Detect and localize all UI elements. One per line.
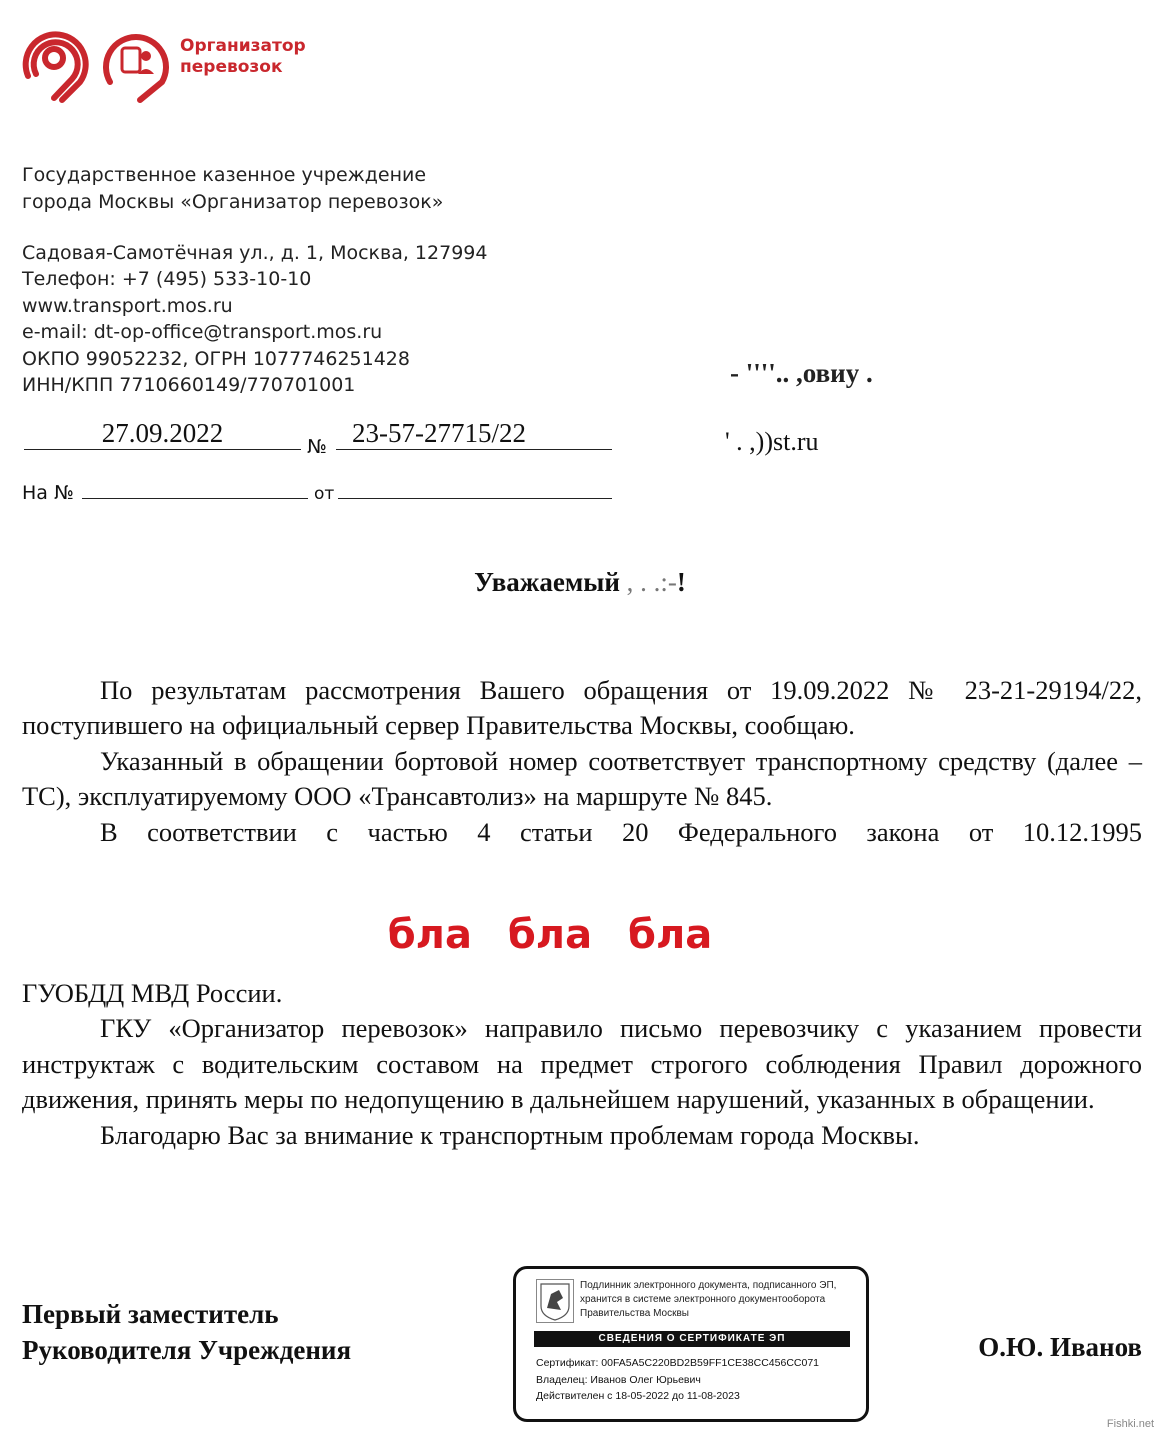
certificate-owner: Владелец: Иванов Олег Юрьевич [536,1373,701,1386]
certificate-validity: Действителен с 18-05-2022 до 11-08-2023 [536,1390,740,1402]
outgoing-date: 27.09.2022 [24,418,301,450]
stamp-header-line: хранится в системе электронного документооборота [580,1294,826,1305]
org-line: города Москвы «Организатор перевозок» [22,191,444,213]
logo-line: Организатор [180,36,306,56]
greeting [0,567,1160,598]
inn-kpp: ИНН/КПП 7710660149/770701001 [22,374,356,397]
redaction-note: бла бла бла [387,912,713,958]
incoming-number-label: На № [22,482,74,504]
stamp-header-line: Правительства Москвы [580,1308,689,1319]
incoming-date-line [338,482,612,499]
website: www.transport.mos.ru [22,294,233,317]
paragraph: Указанный в обращении бортовой номер соответствует транспортному средству (далее – ТС), эксплуатируемому ООО «Трансавтолиз» на маршруте № 845. [22,745,1142,812]
watermark: Fishki.net [1106,1418,1154,1430]
organization-name [22,162,443,216]
outgoing-number: 23-57-27715/22 [336,418,612,450]
logo-mark-icon [22,24,172,104]
stamp-info [536,1355,819,1405]
paragraph: ГУОБДД МВД России. [22,978,283,1008]
certificate-id: Сертификат: 00FA5A5C220BD2B59FF1CE38CC456CC071 [536,1357,819,1369]
signatory-title [22,1296,351,1368]
incoming-number-line [82,482,308,499]
okpo-ogrn: ОКПО 99052232, ОГРН 1077746251428 [22,347,410,370]
paragraph: В соответствии с частью 4 статьи 20 Федерального закона от 10.12.1995 [100,816,1142,847]
title-line: Первый заместитель [22,1299,279,1329]
e-signature-stamp [513,1266,869,1422]
logo-text [180,36,306,78]
greeting-prefix: Уважаемый [474,567,620,597]
stamp-header-line: Подлинник электронного документа, подписанного ЭП, [580,1280,837,1291]
greeting-name: , . .:- [626,567,677,597]
phone: Телефон: +7 (495) 533-10-10 [22,268,312,291]
address: Садовая-Самотёчная ул., д. 1, Москва, 127994 [22,242,488,264]
contacts-block [22,240,487,398]
signatory-name: О.Ю. Иванов [978,1332,1142,1362]
incoming-from-label: от [314,484,335,504]
letter-body-continued [22,976,1142,1153]
stamp-bar: СВЕДЕНИЯ О СЕРТИФИКАТЕ ЭП [534,1331,850,1347]
greeting-suffix: ! [676,567,686,597]
org-line: Государственное казенное учреждение [22,164,427,186]
title-line: Руководителя Учреждения [22,1335,352,1365]
paragraph: Благодарю Вас за внимание к транспортным проблемам города Москвы. [100,1119,920,1150]
number-label: № [307,436,327,458]
email: e-mail: dt-op-office@transport.mos.ru [22,321,383,344]
moscow-coat-of-arms-icon [536,1279,574,1323]
paragraph: ГКУ «Организатор перевозок» направило письмо перевозчику с указанием провести инструктаж с водительским составом на предмет строгого соблюдения Правил дорожного движения, принять меры по недопущению в дальнейшем нарушений, указанных в обращении. [22,1013,1142,1115]
paragraph: По результатам рассмотрения Вашего обращения от 19.09.2022 № 23-21-29194/22, поступившего на официальный сервер Правительства Москвы, сообщаю. [22,675,1142,741]
stamp-header [580,1279,836,1321]
logo [22,24,172,109]
logo-line: перевозок [180,57,283,77]
recipient-name: - ''''.. ,овиу . [730,358,873,388]
recipient-email: ' . ,))st.ru [725,427,819,456]
letter-body [22,673,1142,850]
